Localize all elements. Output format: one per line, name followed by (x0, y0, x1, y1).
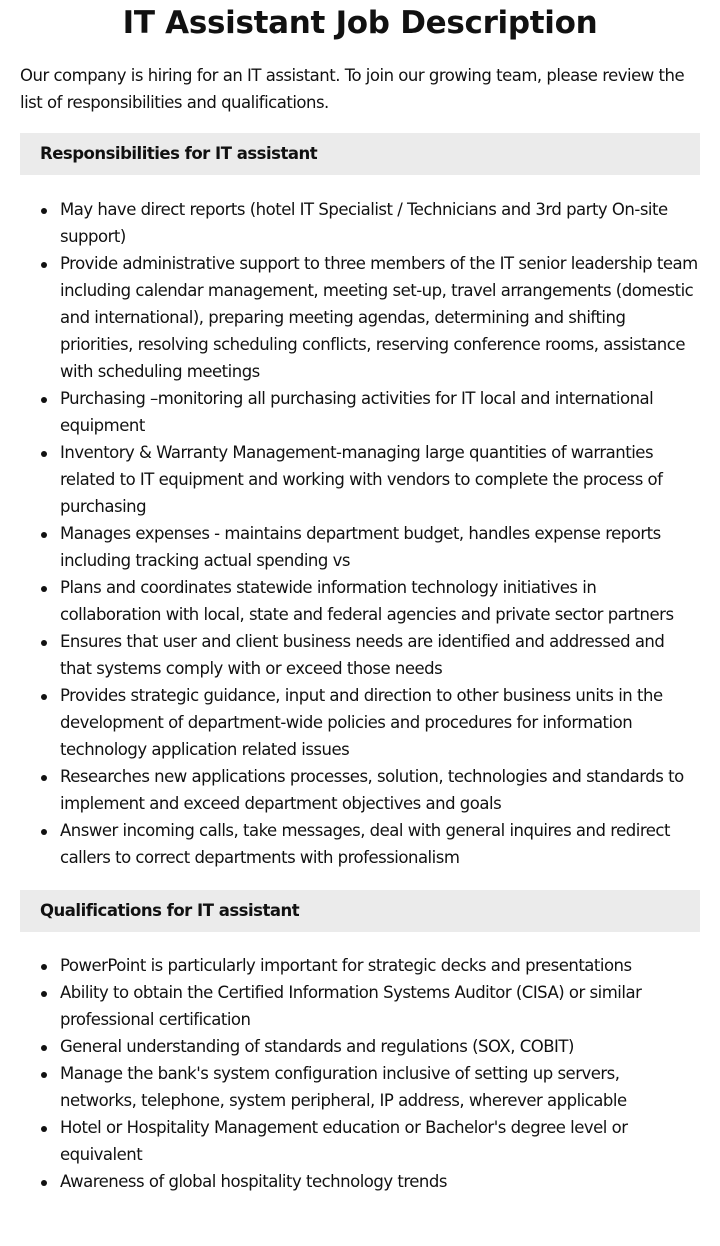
list-item: PowerPoint is particularly important for strategic decks and presentations (20, 952, 700, 979)
list-item: Manages expenses - maintains department budget, handles expense reports including tracking actual spending vs (20, 520, 700, 574)
qualifications-heading: Qualifications for IT assistant (20, 890, 700, 932)
list-item: Provide administrative support to three members of the IT senior leadership team including calendar management, meeting set-up, travel arrangements (domestic and international), preparing meeting agendas, determining and shifting priorities, resolving scheduling conflicts, reserving conference rooms, assistance with scheduling meetings (20, 250, 700, 385)
list-item: Ability to obtain the Certified Information Systems Auditor (CISA) or similar professional certification (20, 979, 700, 1033)
list-item: Awareness of global hospitality technology trends (20, 1168, 700, 1195)
responsibilities-list (20, 196, 700, 871)
list-item: Purchasing –monitoring all purchasing activities for IT local and international equipment (20, 385, 700, 439)
list-item: Plans and coordinates statewide information technology initiatives in collaboration with local, state and federal agencies and private sector partners (20, 574, 700, 628)
list-item: General understanding of standards and regulations (SOX, COBIT) (20, 1033, 700, 1060)
intro-paragraph: Our company is hiring for an IT assistant. To join our growing team, please review the list of responsibilities and qualifications. (20, 66, 685, 112)
list-item: Provides strategic guidance, input and direction to other business units in the development of department-wide policies and procedures for information technology application related issues (20, 682, 700, 763)
qualifications-list (20, 952, 700, 1195)
list-item: Hotel or Hospitality Management education or Bachelor's degree level or equivalent (20, 1114, 700, 1168)
list-item: Inventory & Warranty Management-managing large quantities of warranties related to IT equipment and working with vendors to complete the process of purchasing (20, 439, 700, 520)
list-item: Researches new applications processes, solution, technologies and standards to implement and exceed department objectives and goals (20, 763, 700, 817)
page-title: IT Assistant Job Description (122, 5, 598, 41)
list-item: Answer incoming calls, take messages, deal with general inquires and redirect callers to correct departments with professionalism (20, 817, 700, 871)
responsibilities-heading: Responsibilities for IT assistant (20, 133, 700, 175)
list-item: Ensures that user and client business needs are identified and addressed and that systems comply with or exceed those needs (20, 628, 700, 682)
list-item: Manage the bank's system configuration inclusive of setting up servers, networks, telephone, system peripheral, IP address, wherever applicable (20, 1060, 700, 1114)
list-item: May have direct reports (hotel IT Specialist / Technicians and 3rd party On-site support) (20, 196, 700, 250)
